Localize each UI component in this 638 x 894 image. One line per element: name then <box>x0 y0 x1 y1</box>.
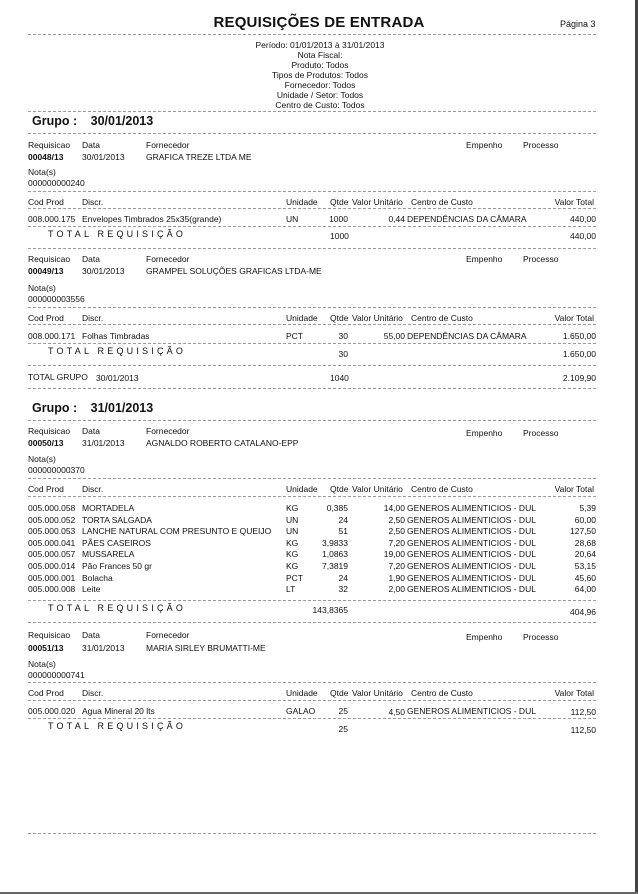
divider <box>28 307 596 308</box>
item-qtde: 30 <box>338 331 348 341</box>
item-qtde: 25 <box>338 706 348 716</box>
col-valor-total: Valor Total <box>554 688 594 698</box>
item-valor-unit: 55,00 <box>383 331 405 341</box>
empenho-label: Empenho <box>466 428 503 438</box>
item-cod: 008.000.175 <box>28 214 76 224</box>
item-discr: TORTA SALGADA <box>82 514 152 525</box>
group-label: Grupo : <box>32 114 78 128</box>
item-valor-total: 20,64 <box>574 549 596 560</box>
date-label: Data <box>82 630 100 640</box>
item-unidade: KG <box>286 561 299 571</box>
item-valor-unit: 19,00 <box>383 549 405 560</box>
total-requisicao-label: TOTAL REQUISIÇÃO <box>48 229 187 239</box>
report-title: REQUISIÇÕES DE ENTRADA <box>213 14 425 31</box>
col-qtde: Qtde <box>330 688 349 698</box>
item-cod: 005.000.020 <box>28 706 76 716</box>
item-cod: 005.000.001 <box>28 572 76 583</box>
item-centro: GENEROS ALIMENTICIOS - DUL <box>407 549 536 560</box>
col-cod-prod: Cod Prod <box>28 484 64 494</box>
item-qtde: 0,385 <box>326 503 348 513</box>
col-valor-unitario: Valor Unitário <box>352 484 403 494</box>
note-number: 000000000370 <box>28 465 85 475</box>
col-unidade: Unidade <box>286 197 318 207</box>
item-centro: GENEROS ALIMENTICIOS - DUL <box>407 572 536 583</box>
requisition-number: 00050/13 <box>28 438 64 448</box>
item-valor-total: 440,00 <box>570 214 596 224</box>
divider <box>28 388 596 389</box>
item-unidade: UN <box>286 526 299 537</box>
item-unidade: PCT <box>286 331 303 341</box>
requisition-date: 31/01/2013 <box>82 643 125 653</box>
item-discr: LANCHE NATURAL COM PRESUNTO E QUEIJO <box>82 526 272 537</box>
item-unidade: GALAO <box>286 706 316 716</box>
note-number: 000000003556 <box>28 294 85 304</box>
filter-invoice: Nota Fiscal: <box>297 50 343 60</box>
item-valor-total: 53,15 <box>574 561 596 571</box>
supplier-label: Fornecedor <box>146 426 190 436</box>
divider <box>28 343 596 344</box>
notes-label: Nota(s) <box>28 659 56 669</box>
item-centro: GENEROS ALIMENTICIOS - DUL <box>407 706 536 716</box>
group-label: Grupo : <box>32 401 78 415</box>
date-label: Data <box>82 426 100 436</box>
processo-label: Processo <box>523 632 559 642</box>
col-valor-unitario: Valor Unitário <box>352 313 403 323</box>
divider <box>28 111 596 112</box>
item-discr: PÃES CASEIROS <box>82 537 151 548</box>
processo-label: Processo <box>523 140 559 150</box>
item-unidade: UN <box>286 514 299 525</box>
item-cod: 005.000.053 <box>28 526 76 537</box>
col-centro-custo: Centro de Custo <box>411 313 473 323</box>
supplier-label: Fornecedor <box>146 140 190 150</box>
item-discr: Envelopes Timbrados 25x35(grande) <box>82 214 222 224</box>
notes-label: Nota(s) <box>28 167 56 177</box>
requisition-number: 00051/13 <box>28 643 64 653</box>
col-discr: Discr. <box>82 688 104 698</box>
total-requisicao-label: TOTAL REQUISIÇÃO <box>48 346 187 356</box>
item-valor-unit: 7,20 <box>388 561 405 571</box>
requisition-date: 30/01/2013 <box>82 266 125 276</box>
item-discr: Pão Frances 50 gr <box>82 561 152 571</box>
divider <box>28 600 596 601</box>
divider <box>28 478 596 479</box>
item-qtde: 51 <box>338 526 348 537</box>
group-heading <box>32 114 153 128</box>
footer-divider <box>28 833 596 834</box>
requisition-date: 31/01/2013 <box>82 438 125 448</box>
processo-label: Processo <box>523 254 559 264</box>
requisition-number: 00048/13 <box>28 152 64 162</box>
item-valor-total: 45,60 <box>574 572 596 583</box>
item-cod: 005.000.052 <box>28 514 76 525</box>
divider <box>28 496 596 497</box>
empenho-label: Empenho <box>466 140 503 150</box>
total-grupo-qtde: 1040 <box>330 373 349 383</box>
item-centro: DEPENDÊNCIAS DA CÂMARA <box>407 214 527 224</box>
total-requisicao-label: TOTAL REQUISIÇÃO <box>48 721 187 731</box>
col-qtde: Qtde <box>330 484 349 494</box>
supplier-label: Fornecedor <box>146 630 190 640</box>
item-cod: 005.000.058 <box>28 503 76 513</box>
item-valor-total: 5,39 <box>579 503 596 513</box>
item-centro: GENEROS ALIMENTICIOS - DUL <box>407 537 536 548</box>
total-grupo-valor: 2.109,90 <box>562 373 596 383</box>
item-centro: GENEROS ALIMENTICIOS - DUL <box>407 526 536 537</box>
divider <box>28 700 596 701</box>
divider <box>28 365 596 366</box>
item-valor-total: 64,00 <box>574 584 596 595</box>
total-requisicao-valor: 112,50 <box>570 725 596 735</box>
item-discr: MUSSARELA <box>82 549 135 560</box>
col-cod-prod: Cod Prod <box>28 688 64 698</box>
filter-cost-center: Centro de Custo: Todos <box>275 100 365 110</box>
item-unidade: KG <box>286 537 299 548</box>
divider <box>28 324 596 325</box>
item-qtde: 1000 <box>329 214 348 224</box>
item-qtde: 7,3819 <box>322 561 348 571</box>
col-discr: Discr. <box>82 484 104 494</box>
item-cod: 008.000.171 <box>28 331 76 341</box>
note-number: 000000000240 <box>28 178 85 188</box>
total-requisicao-qtde: 25 <box>338 724 348 734</box>
col-unidade: Unidade <box>286 313 318 323</box>
divider <box>28 133 596 134</box>
total-grupo-date: 30/01/2013 <box>96 373 139 383</box>
item-qtde: 1,0863 <box>322 549 348 560</box>
supplier-name: MARIA SIRLEY BRUMATTI-ME <box>146 643 266 653</box>
item-discr: Leite <box>82 584 101 595</box>
requisition-label: Requisicao <box>28 630 71 640</box>
col-valor-unitario: Valor Unitário <box>352 688 403 698</box>
item-valor-total: 60,00 <box>574 514 596 525</box>
requisition-label: Requisicao <box>28 140 71 150</box>
divider <box>28 191 596 192</box>
date-label: Data <box>82 140 100 150</box>
supplier-label: Fornecedor <box>146 254 190 264</box>
requisition-label: Requisicao <box>28 426 71 436</box>
item-valor-unit: 0,44 <box>388 214 405 224</box>
date-label: Data <box>82 254 100 264</box>
item-qtde: 24 <box>338 572 348 583</box>
col-unidade: Unidade <box>286 688 318 698</box>
filter-product: Produto: Todos <box>291 60 349 70</box>
col-centro-custo: Centro de Custo <box>411 688 473 698</box>
total-requisicao-valor: 440,00 <box>570 231 596 241</box>
group-date: 31/01/2013 <box>90 401 154 415</box>
empenho-label: Empenho <box>466 254 503 264</box>
divider <box>28 248 596 249</box>
divider <box>28 622 596 623</box>
filter-product-type: Tipos de Produtos: Todos <box>272 70 368 80</box>
filter-supplier: Fornecedor: Todos <box>284 80 356 90</box>
item-valor-total: 1.650,00 <box>562 331 596 341</box>
col-cod-prod: Cod Prod <box>28 313 64 323</box>
filter-unit: Unidade / Setor: Todos <box>276 90 364 100</box>
col-centro-custo: Centro de Custo <box>411 197 473 207</box>
item-cod: 005.000.057 <box>28 549 76 560</box>
item-centro: DEPENDÊNCIAS DA CÂMARA <box>407 331 527 341</box>
item-centro: GENEROS ALIMENTICIOS - DUL <box>407 561 536 571</box>
divider <box>28 226 596 227</box>
item-discr: Bolacha <box>82 572 113 583</box>
item-valor-total: 28,68 <box>574 537 596 548</box>
col-discr: Discr. <box>82 197 104 207</box>
item-valor-total: 127,50 <box>570 526 596 537</box>
divider <box>28 420 596 421</box>
empenho-label: Empenho <box>466 632 503 642</box>
item-valor-unit: 1,90 <box>388 572 405 583</box>
col-valor-total: Valor Total <box>554 313 594 323</box>
col-centro-custo: Centro de Custo <box>411 484 473 494</box>
group-heading <box>32 401 153 415</box>
total-requisicao-valor: 1.650,00 <box>562 349 596 359</box>
notes-label: Nota(s) <box>28 454 56 464</box>
note-number: 000000000741 <box>28 670 85 680</box>
col-cod-prod: Cod Prod <box>28 197 64 207</box>
group-date: 30/01/2013 <box>90 114 154 128</box>
processo-label: Processo <box>523 428 559 438</box>
item-cod: 005.000.041 <box>28 537 76 548</box>
item-discr: MORTADELA <box>82 503 135 513</box>
supplier-name: GRAFICA TREZE LTDA ME <box>146 152 252 162</box>
col-valor-total: Valor Total <box>554 484 594 494</box>
item-centro: GENEROS ALIMENTICIOS - DUL <box>407 503 536 513</box>
total-requisicao-valor: 404,96 <box>570 607 596 617</box>
item-qtde: 24 <box>338 514 348 525</box>
supplier-name: AGNALDO ROBERTO CATALANO-EPP <box>146 438 299 448</box>
supplier-name: GRAMPEL SOLUÇÕES GRAFICAS LTDA-ME <box>146 266 322 276</box>
item-cod: 005.000.014 <box>28 561 76 571</box>
col-valor-total: Valor Total <box>554 197 594 207</box>
total-requisicao-qtde: 143,8365 <box>312 605 348 615</box>
col-valor-unitario: Valor Unitário <box>352 197 403 207</box>
item-cod: 005.000.008 <box>28 584 76 595</box>
item-unidade: KG <box>286 549 299 560</box>
item-valor-unit: 4,50 <box>388 707 405 717</box>
item-unidade: LT <box>286 584 296 595</box>
requisition-date: 30/01/2013 <box>82 152 125 162</box>
col-unidade: Unidade <box>286 484 318 494</box>
item-unidade: PCT <box>286 572 303 583</box>
filter-period: Período: 01/01/2013 à 31/01/2013 <box>255 40 385 50</box>
item-valor-unit: 2,00 <box>388 584 405 595</box>
item-unidade: KG <box>286 503 299 513</box>
item-unidade: UN <box>286 214 299 224</box>
requisition-number: 00049/13 <box>28 266 64 276</box>
notes-label: Nota(s) <box>28 283 56 293</box>
item-qtde: 32 <box>338 584 348 595</box>
col-qtde: Qtde <box>330 197 349 207</box>
item-valor-total: 112,50 <box>570 707 596 717</box>
total-requisicao-label: TOTAL REQUISIÇÃO <box>48 603 187 613</box>
page-number: Página 3 <box>560 19 596 29</box>
requisition-label: Requisicao <box>28 254 71 264</box>
col-qtde: Qtde <box>330 313 349 323</box>
report-filters <box>200 40 440 110</box>
divider <box>28 718 596 719</box>
divider <box>28 208 596 209</box>
col-discr: Discr. <box>82 313 104 323</box>
total-requisicao-qtde: 1000 <box>330 231 349 241</box>
item-centro: GENEROS ALIMENTICIOS - DUL <box>407 584 536 595</box>
divider <box>28 34 596 35</box>
item-centro: GENEROS ALIMENTICIOS - DUL <box>407 514 536 525</box>
item-discr: Folhas Timbradas <box>82 331 150 341</box>
item-valor-unit: 14,00 <box>383 503 405 513</box>
item-valor-unit: 7,20 <box>388 537 405 548</box>
item-valor-unit: 2,50 <box>388 526 405 537</box>
total-grupo-label: TOTAL GRUPO <box>28 372 88 382</box>
item-qtde: 3,9833 <box>322 537 348 548</box>
item-valor-unit: 2,50 <box>388 514 405 525</box>
total-requisicao-qtde: 30 <box>338 349 348 359</box>
item-discr: Agua Mineral 20 lts <box>82 706 155 716</box>
divider <box>28 682 596 683</box>
